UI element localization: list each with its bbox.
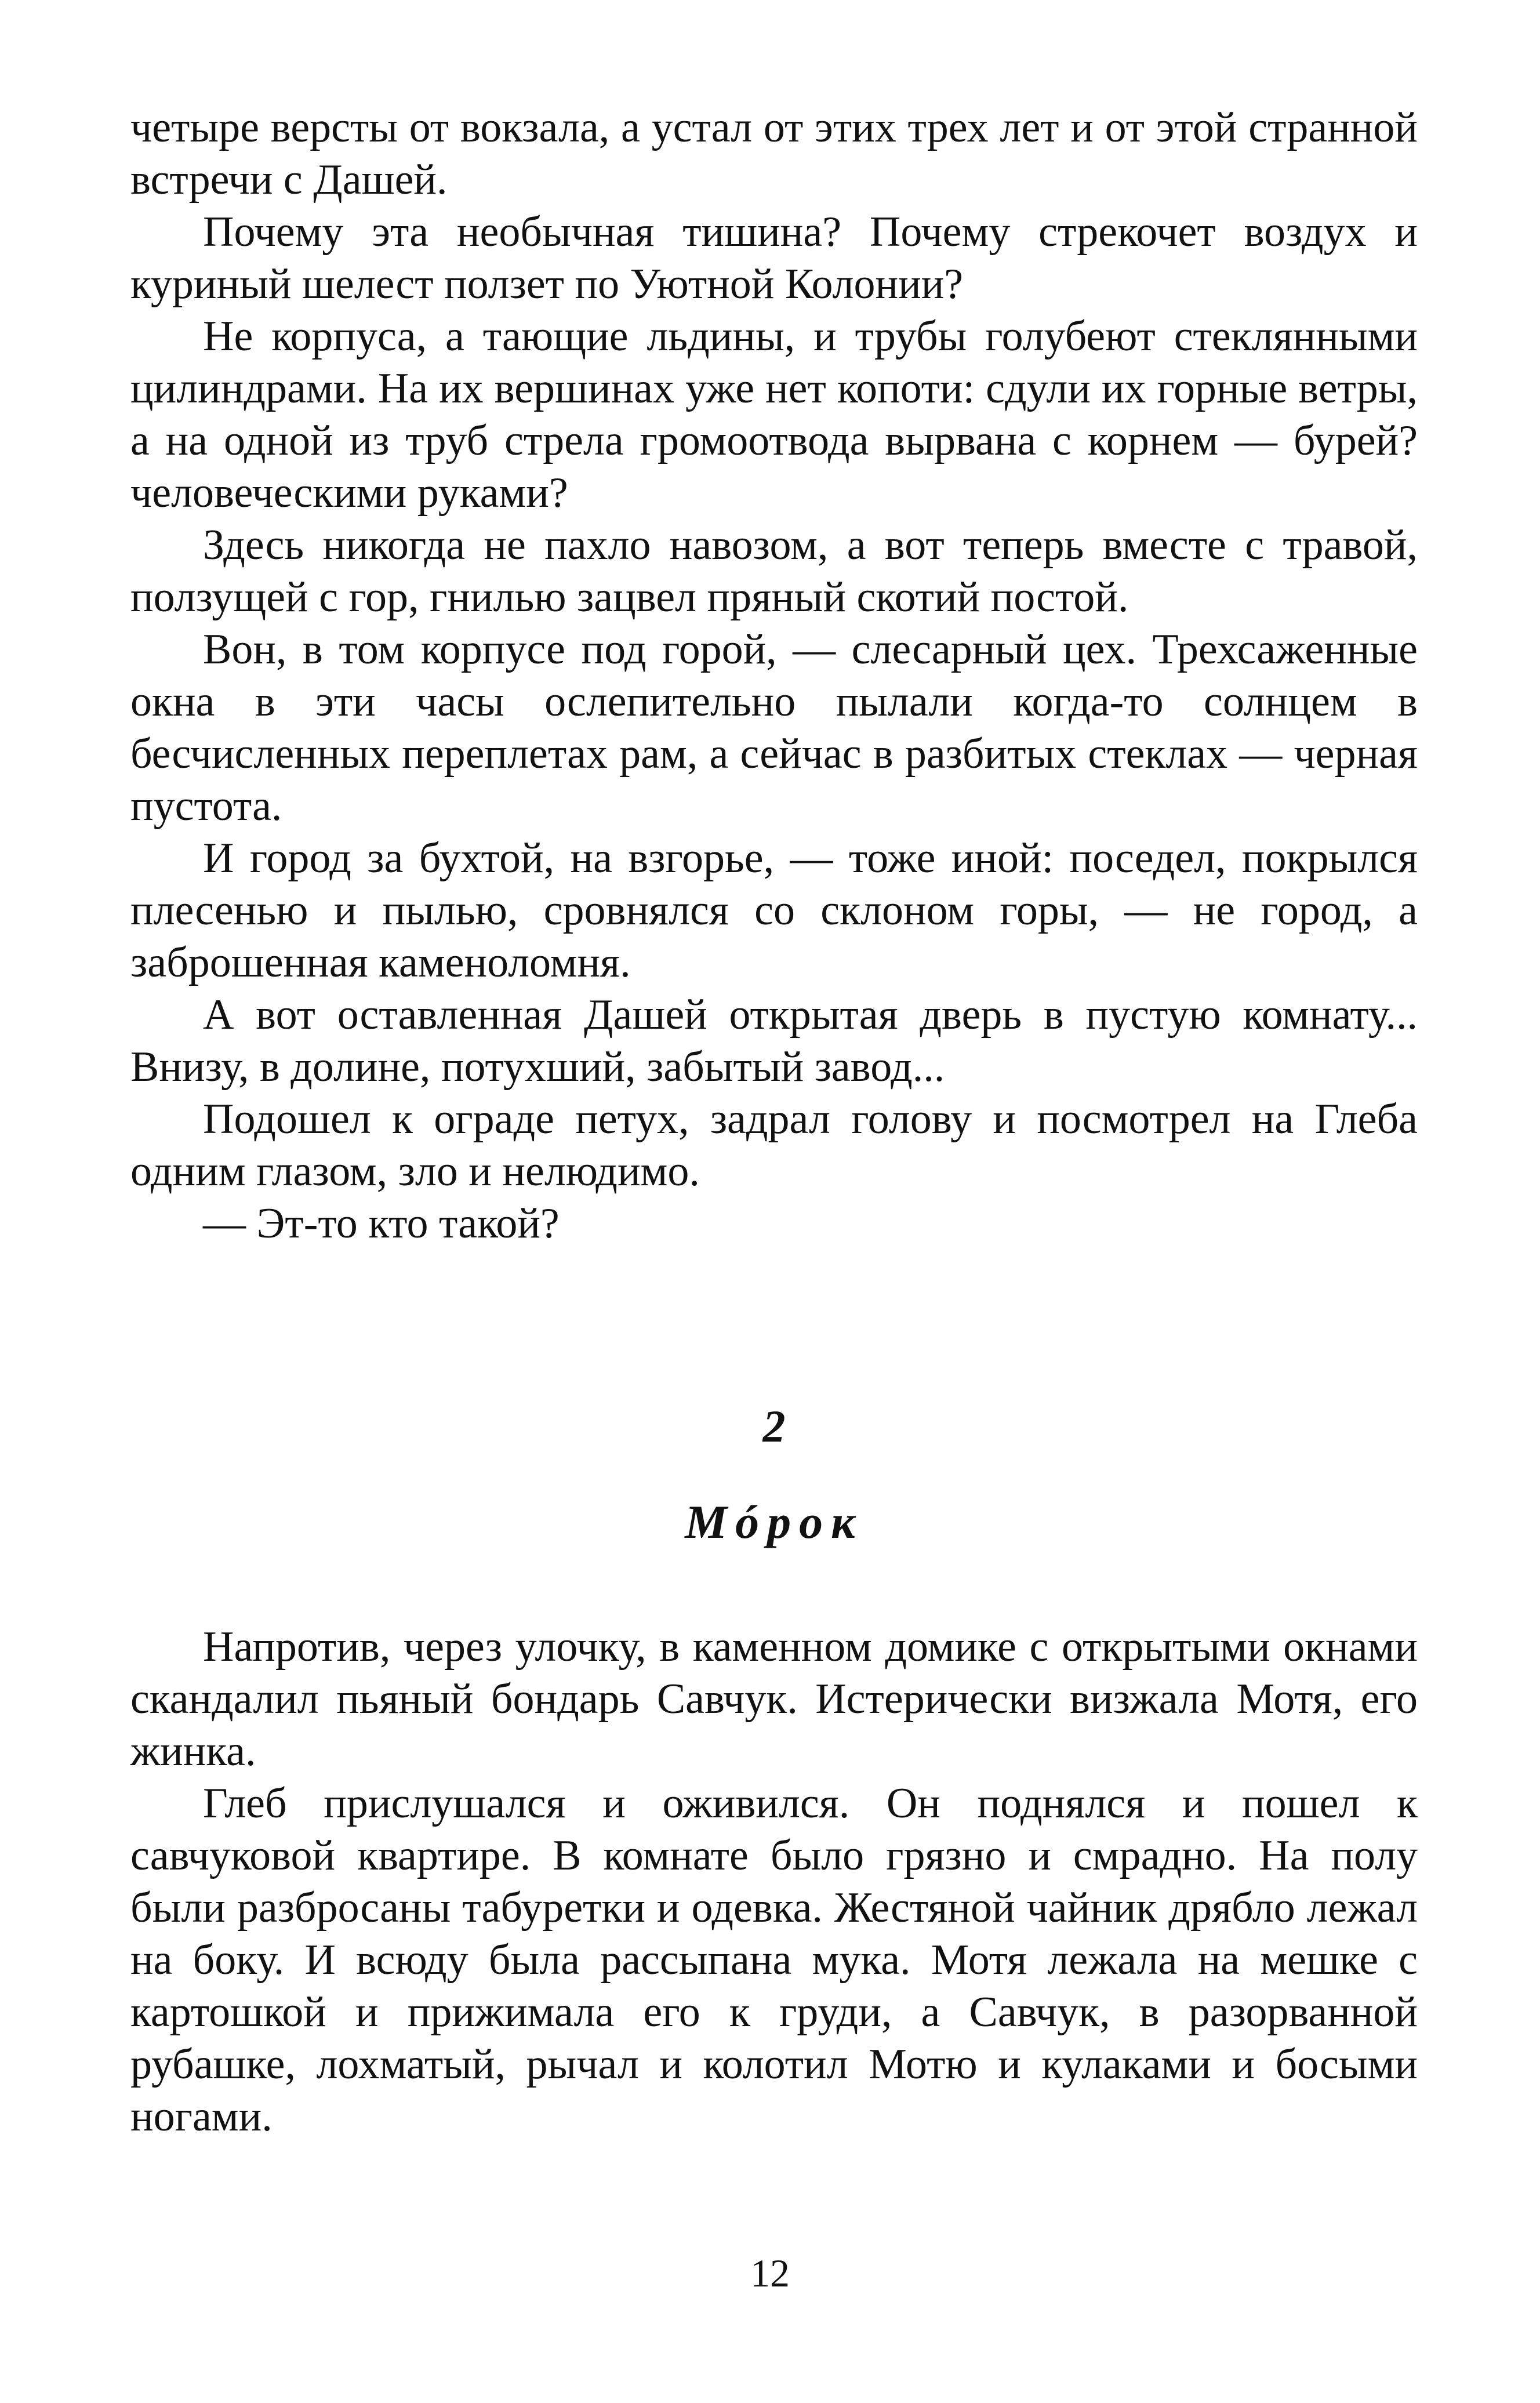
paragraph-continuation: четыре версты от вокзала, а устал от этих трех лет и от этой странной встречи с Дашей. (130, 104, 1418, 204)
book-page (130, 101, 1418, 2143)
paragraph: Глеб прислушался и оживился. Он поднялся и пошел к савчуковой квартире. В комнате было грязно и смрадно. На полу были разбросаны табуретки и одевка. Жестяной чайник дрябло лежал на боку. И всюду была рассыпана мука. Мотя лежала на мешке с картошкой и прижимала его к груди, а Савчук, в разорванной рубашке, лохматый, рычал и колотил Мотю и кулаками и босыми ногами. (130, 1780, 1418, 2140)
chapter-number: 2 (762, 1401, 786, 1451)
section-spacer (130, 1250, 1418, 1400)
chapter-title: Мóрок (685, 1495, 863, 1548)
dialogue-line: — Эт-то кто такой? (203, 1200, 560, 1247)
paragraph: Здесь никогда не пахло навозом, а вот теперь вместе с травой, ползущей с гор, гнилью зацвел пряный скотий постой. (130, 521, 1418, 621)
paragraph: Почему эта необычная тишина? Почему стрекочет воздух и куриный шелест ползет по Уютной Колонии? (130, 208, 1418, 308)
section-spacer (130, 1551, 1418, 1621)
page-number: 12 (750, 2251, 790, 2295)
paragraph: И город за бухтой, на взгорье, — тоже иной: поседел, покрылся плесенью и пылью, сровнялся со склоном горы, — не город, а заброшенная каменоломня. (130, 834, 1418, 986)
paragraph: Напротив, через улочку, в каменном домике с открытыми окнами скандалил пьяный бондарь Савчук. Истерически визжала Мотя, его жинка. (130, 1623, 1418, 1775)
paragraph: Вон, в том корпусе под горой, — слесарный цех. Трехсаженные окна в эти часы ослепительно пылали когда-то солнцем в бесчисленных переплетах рам, а сейчас в разбитых стеклах — черная пустота. (130, 626, 1418, 830)
paragraph: А вот оставленная Дашей открытая дверь в пустую комнату... Внизу, в долине, потухший, забытый завод... (130, 991, 1418, 1091)
paragraph: Подошел к ограде петух, задрал голову и посмотрел на Глеба одним глазом, зло и нелюдимо. (130, 1095, 1418, 1195)
paragraph: Не корпуса, а тающие льдины, и трубы голубеют стеклянными цилиндрами. На их вершинах уже нет копоти: сдули их горные ветры, а на одной из труб стрела громоотвода вырвана с корнем — бурей? человеческими руками? (130, 313, 1418, 517)
